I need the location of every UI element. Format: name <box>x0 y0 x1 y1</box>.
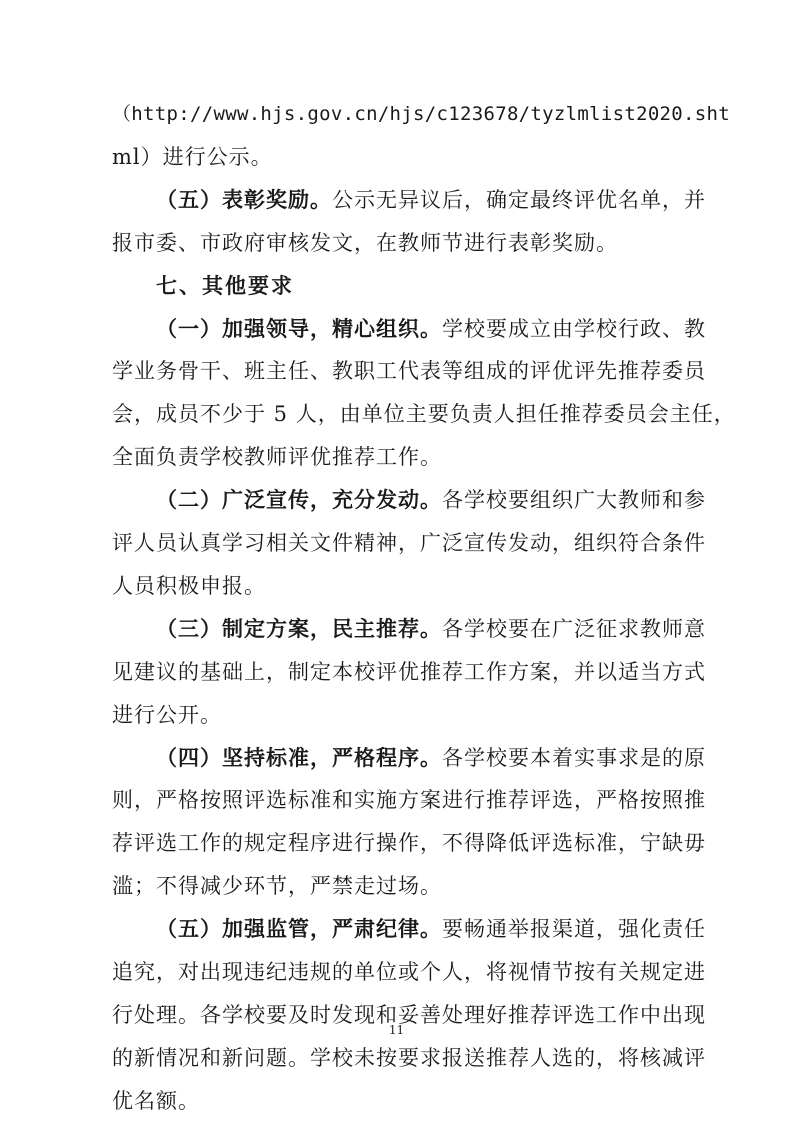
text-segment: 要畅通举报渠道，强化责任 <box>442 917 706 941</box>
text-line <box>112 659 706 685</box>
section-heading-standards: （四）坚持标准，严格程序。 <box>156 745 442 770</box>
text-segment: 各学校要组织广大教师和参 <box>442 488 706 512</box>
text-segment: 的新情况和新问题。学校未按要求报送推荐人选的，将核减评 <box>112 1046 706 1070</box>
section-heading-plan: （三）制定方案，民主推荐。 <box>156 616 442 641</box>
text-line <box>112 702 680 728</box>
text-segment: ml）进行公示。 <box>112 145 273 169</box>
text-segment: （http://www.hjs.gov.cn/hjs/c123678/tyzlmlist2020.sht <box>112 103 730 125</box>
text-line <box>112 787 706 813</box>
text-line <box>112 959 706 985</box>
text-line <box>112 830 706 856</box>
section-heading-supervision: （五）加强监管，严肃纪律。 <box>156 916 442 941</box>
text-segment: 会，成员不少于 5 人，由单位主要负责人担任推荐委员会主任， <box>112 402 736 426</box>
section-title-text: 七、其他要求 <box>156 274 294 298</box>
paragraph-line-award <box>156 187 706 213</box>
text-segment: 评人员认真学习相关文件精神，广泛宣传发动，组织符合条件 <box>112 531 706 555</box>
text-line <box>112 1045 706 1071</box>
text-segment: 报市委、市政府审核发文，在教师节进行表彰奖励。 <box>112 231 618 255</box>
section-title-other-requirements <box>156 273 680 299</box>
text-line <box>112 144 680 170</box>
text-segment: 学业务骨干、班主任、教职工代表等组成的评优评先推荐委员 <box>112 359 706 383</box>
paragraph-line-supervision <box>156 916 706 942</box>
url-line <box>112 101 730 127</box>
paragraph-line-publicity <box>156 487 706 513</box>
text-line <box>112 573 680 599</box>
page-number: 11 <box>388 1023 405 1037</box>
text-line <box>112 401 736 427</box>
text-segment: 进行公开。 <box>112 703 222 727</box>
text-segment: 学校要成立由学校行政、教 <box>442 317 706 341</box>
text-segment: 滥；不得减少环节，严禁走过场。 <box>112 874 442 898</box>
section-heading-publicity: （二）广泛宣传，充分发动。 <box>156 487 442 512</box>
text-segment: 人员积极申报。 <box>112 574 266 598</box>
paragraph-line-leadership <box>156 316 706 342</box>
text-segment: 公示无异议后，确定最终评优名单，并 <box>332 188 706 212</box>
section-heading-leadership: （一）加强领导，精心组织。 <box>156 316 442 341</box>
text-line <box>112 230 680 256</box>
text-line <box>112 1088 680 1114</box>
text-segment: 行处理。各学校要及时发现和妥善处理好推荐评选工作中出现 <box>112 1003 706 1027</box>
text-segment: 见建议的基础上，制定本校评优推荐工作方案，并以适当方式 <box>112 660 706 684</box>
text-line <box>112 873 680 899</box>
text-segment: 荐评选工作的规定程序进行操作，不得降低评选标准，宁缺毋 <box>112 831 706 855</box>
text-segment: 追究，对出现违纪违规的单位或个人，将视情节按有关规定进 <box>112 960 706 984</box>
text-segment: 全面负责学校教师评优推荐工作。 <box>112 445 442 469</box>
text-segment: 则，严格按照评选标准和实施方案进行推荐评选，严格按照推 <box>112 788 706 812</box>
text-segment: 各学校要在广泛征求教师意 <box>442 617 706 641</box>
paragraph-line-standards <box>156 745 706 771</box>
text-line <box>112 444 680 470</box>
text-line <box>112 358 706 384</box>
text-segment: 各学校要本着实事求是的原 <box>442 746 706 770</box>
paragraph-line-plan <box>156 616 706 642</box>
text-segment: 优名额。 <box>112 1089 200 1113</box>
text-line <box>112 530 706 556</box>
section-heading-award: （五）表彰奖励。 <box>156 187 332 212</box>
